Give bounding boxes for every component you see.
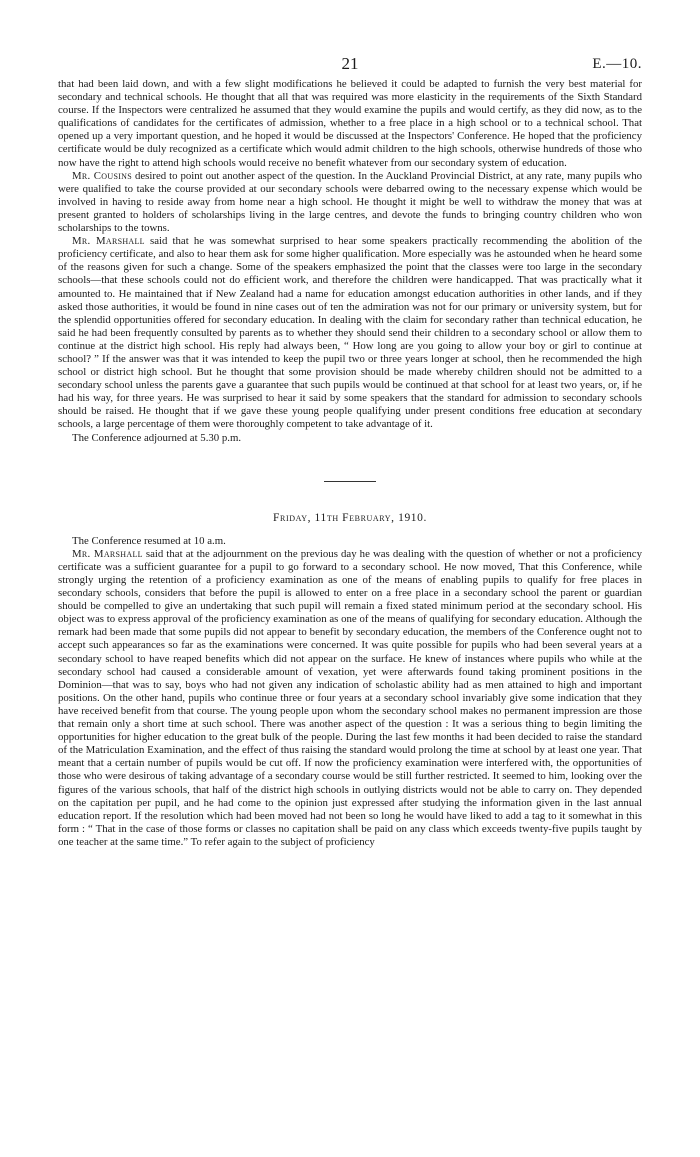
paragraph bbox=[58, 170, 642, 235]
paragraph: that had been laid down, and with a few slight modifications he believed it could be adapted to furnish the very best material for secondary and technical schools. He thought that all that was required was more elasticity in the requirements of the Sixth Standard course. If the Inspectors were centralized he assumed that they would examine the pupils and would certify, as they did now, as to the qualifications of candidates for the certificates of admission, whether to a free place in a high school or to a technical school. That opened up a very important question, and he hoped it would be discussed at the Inspectors' Conference. He hoped that the proficiency certificate would be duly recognized as a certificate which would admit children to the high schools, otherwise hundreds of those who now have the right to attend high schools would receive no benefit whatever from our secondary system of education. bbox=[58, 78, 642, 169]
page-header bbox=[58, 54, 642, 78]
speaker-name: Mr. Marshall bbox=[72, 235, 145, 248]
paragraph bbox=[58, 235, 642, 431]
proceedings-part-one bbox=[58, 78, 642, 445]
paragraph-text: said that at the adjournment on the previous day he was dealing with the question of whether or not a proficiency certificate was a sufficient guarantee for a pupil to go forward to a secondary school. He now moved, That this Conference, while strongly urging the retention of a proficiency examination as one of the means of enabling pupils to qualify for free places in secondary schools, considers that before the pupil is allowed to enter on a free place in a secondary school the parent or guardian should be compelled to give an undertaking that such pupil will remain a fixed stated minimum period at the secondary school. His object was to express approval of the proficiency examination as one of the means of qualifying for secondary education. Although the remark had been made that some pupils did not appear to benefit by secondary education, the members of the Conference ought not to accept such appearances so far as the examinations were concerned. It was quite possible for pupils who had been several years at a secondary school to have reaped benefits which did not appear on the surface. He knew of instances where pupils who while at the secondary school had caused a considerable amount of vexation, yet were afterwards found taking prominent positions in the Dominion—that was to say, boys who had not given any indication of scholastic ability had as men attained to high and important positions. On the other hand, pupils who continue three or four years at a secondary school invariably give some indication that they have received benefit from that course. The young people upon whom the secondary school makes no permanent impression are those that remain only a short time at such school. There was another aspect of the question : It was a serious thing to begin limiting the opportunities for higher education to the great bulk of the people. During the last few months it had been decided to raise the standard of the Matriculation Examination, and the effect of thus raising the standard would prolong the time at school by at least one year. That meant that a certain number of pupils would be cut off. If now the proficiency examination were interfered with, the opportunities of those who were desirous of taking advantage of a secondary course would be still further restricted. It seemed to him, looking over the figures of the various schools, that half of the district high schools in outlying districts would not be able to carry on. They depended on the capitation per pupil, and he had come to the opinion just expressed after studying the information given in the last annual education report. If the resolution which had been moved had not been so long he would have liked to add a tag to it somewhat in this form : “ That in the case of those forms or classes no capitation shall be paid on any class which exceeds twenty-five pupils taught by one teacher at the same time.” To refer again to the subject of proficiency bbox=[58, 547, 642, 848]
document-reference: E.—10. bbox=[592, 56, 642, 72]
paragraph-text: desired to point out another aspect of the question. In the Auckland Provincial District, at any rate, many pupils who were qualified to take the course provided at our secondary schools were debarred owing to the necessary expense which would be involved in having to reside away from home near a high school. He thought it might be well to withdraw the money that was at present granted to holders of scholarships living in the large centres, and devote the funds to bringing country children who won scholarships to the towns. bbox=[58, 169, 642, 235]
proceedings-part-two bbox=[58, 535, 642, 849]
paragraph-text: said that he was somewhat surprised to hear some speakers practically recommending the abolition of the proficiency certificate, and also to hear them ask for some higher qualification. More especially was he astounded when he heard some of the reasons given for such a change. Some of the speakers emphasized the point that the classes were too large in the secondary schools—that these schools could not do efficient work, and therefore the children were handicapped. That was practically what it amounted to. He maintained that if New Zealand had a name for education amongst education authorities in other lands, and if they asked those authorities, it would be found in nine cases out of ten the admiration was not for our primary or university system, but for the splendid opportunities offered for secondary education. In dealing with the claim for secondary rather than technical education, he said he had been frequently consulted by parents as to whether they should send their children to a secondary school or allow them to continue at the district high school. His reply had always been, “ How long are you going to allow your boy or girl to continue at school? ” If the answer was that it was intended to keep the pupil two or three years longer at school, then he recommended the high school or district high school. But he thought that some provision should be made whereby children should not be admitted to a secondary school unless the parents gave a guarantee that such pupils would be continued at that school for at least two years, or, if he had his way, for three years. He was surprised to hear it said by some speakers that the standard for admission to secondary schools should be raised. He thought that if we gave these young people qualifying under present conditions free education at secondary schools, a large percentage of them were thoroughly competent to take advantage of it. bbox=[58, 235, 642, 431]
resumption-note: The Conference resumed at 10 a.m. bbox=[72, 534, 226, 547]
adjournment-note: The Conference adjourned at 5.30 p.m. bbox=[72, 431, 242, 444]
section-divider bbox=[324, 481, 376, 482]
paragraph bbox=[58, 548, 642, 849]
page-number: 21 bbox=[341, 54, 359, 73]
section-heading: Friday, 11th February, 1910. bbox=[273, 511, 427, 524]
speaker-name: Mr. Marshall bbox=[72, 547, 143, 560]
speaker-name: Mr. Cousins bbox=[72, 169, 132, 182]
